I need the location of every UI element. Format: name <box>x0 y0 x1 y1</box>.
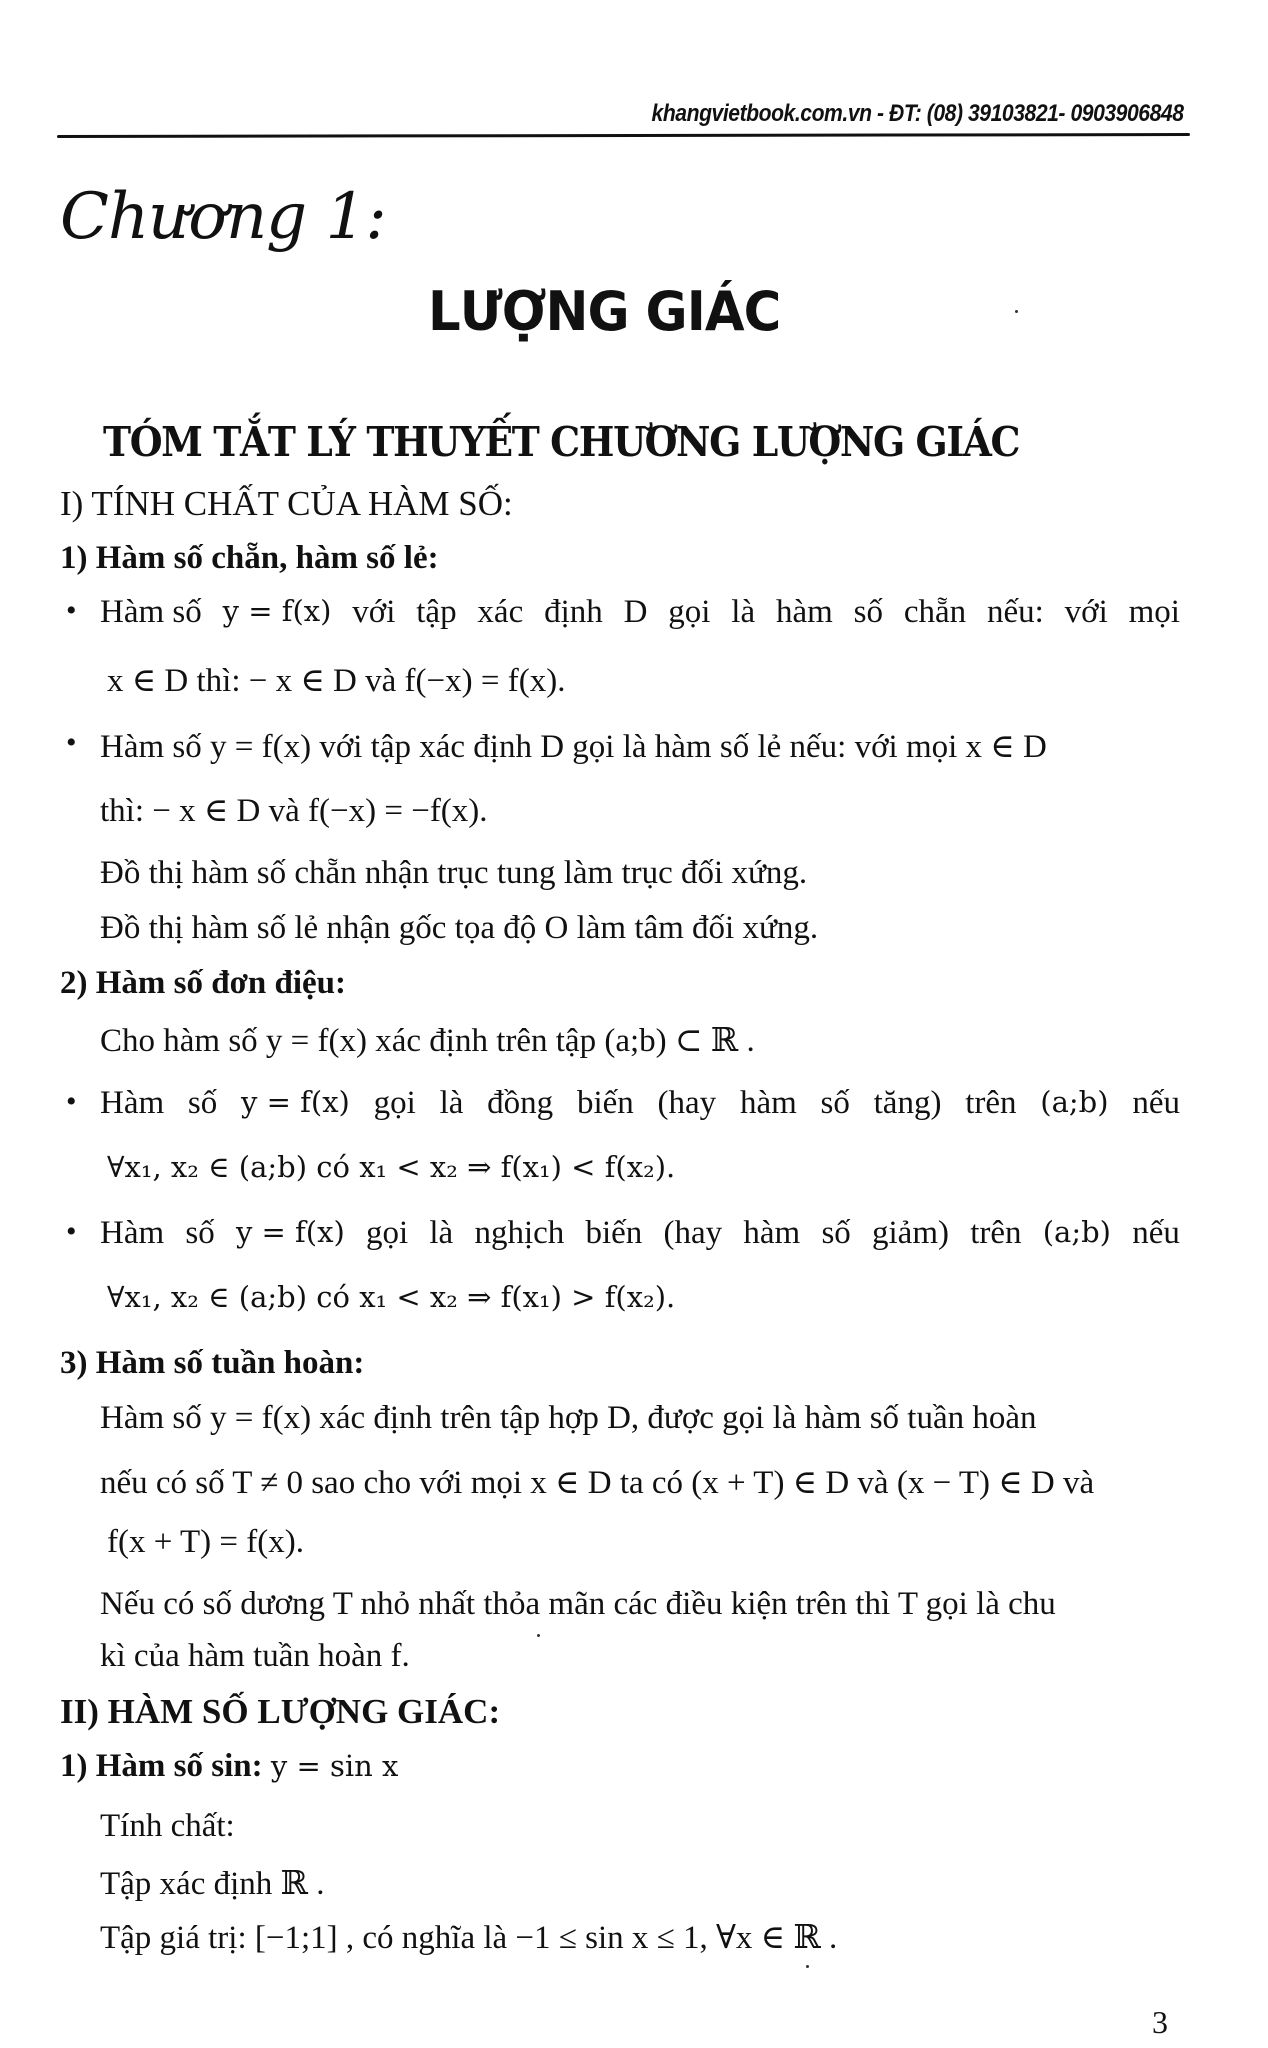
text: số <box>187 1085 218 1121</box>
chapter-label: Chương 1: <box>60 180 386 254</box>
odd-graph-note: Đồ thị hàm số lẻ nhận gốc tọa độ O làm tâm đối xứng. <box>100 910 819 946</box>
period-definition-line1: Nếu có số dương T nhỏ nhất thỏa mãn các điều kiện trên thì T gọi là chu <box>100 1586 1056 1622</box>
scan-speck <box>537 1634 540 1637</box>
sin-heading-label: 1) Hàm số sin: <box>60 1748 263 1784</box>
text: tập <box>416 594 457 630</box>
sin-formula: y = sin x <box>270 1749 399 1783</box>
text: Hàm <box>100 1085 165 1121</box>
increasing-definition-line2: ∀x₁, x₂ ∈ (a;b) có x₁ < x₂ ⇒ f(x₁) < f(x₂). <box>107 1150 676 1184</box>
chapter-title: LƯỢNG GIÁC <box>428 280 781 343</box>
odd-function-definition-line2: thì: − x ∈ D và f(−x) = −f(x). <box>100 793 488 829</box>
even-graph-note: Đồ thị hàm số chẵn nhận trục tung làm trục đối xứng. <box>100 855 808 891</box>
monotonic-intro: Cho hàm số y = f(x) xác định trên tập (a;b) ⊂ ℝ . <box>100 1023 755 1059</box>
sin-properties-label: Tính chất: <box>100 1808 235 1844</box>
text: với <box>352 594 396 630</box>
text: biến <box>576 1085 634 1121</box>
text: số <box>820 1085 850 1121</box>
text: xác <box>477 594 524 630</box>
subsection-heading-monotonic: 2) Hàm số đơn điệu: <box>60 965 346 1001</box>
text: gọi <box>668 594 711 630</box>
text: (hay <box>663 1215 723 1251</box>
periodic-definition-line2: nếu có số T ≠ 0 sao cho với mọi x ∈ D ta có (x + T) ∈ D và (x − T) ∈ D và <box>100 1465 1095 1501</box>
sin-range: Tập giá trị: [−1;1] , có nghĩa là −1 ≤ sin x ≤ 1, ∀x ∈ ℝ . <box>100 1920 838 1956</box>
text: mọi <box>1128 594 1180 630</box>
section-heading-2: II) HÀM SỐ LƯỢNG GIÁC: <box>60 1692 501 1731</box>
bullet-icon: • <box>66 1215 77 1248</box>
formula: y = f(x) <box>241 1085 350 1119</box>
summary-title: TÓM TẮT LÝ THUYẾT CHƯƠNG LƯỢNG GIÁC <box>103 418 1020 466</box>
text: hàm <box>743 1215 801 1251</box>
section-heading-1: I) TÍNH CHẤT CỦA HÀM SỐ: <box>60 484 513 523</box>
text: gọi <box>366 1215 409 1251</box>
scan-speck <box>806 1965 809 1968</box>
subsection-heading-even-odd: 1) Hàm số chẵn, hàm số lẻ: <box>60 540 439 576</box>
text: số <box>821 1215 851 1251</box>
text: tăng) <box>873 1085 942 1121</box>
text: trên <box>965 1085 1017 1121</box>
text: với <box>1064 594 1108 630</box>
text: định <box>544 594 603 630</box>
page-number: 3 <box>1152 2004 1168 2040</box>
text: nếu <box>1132 1215 1180 1251</box>
subsection-heading-periodic: 3) Hàm số tuần hoàn: <box>60 1345 365 1381</box>
even-function-definition-line1 <box>100 594 1180 631</box>
formula: (a;b) <box>1042 1215 1111 1249</box>
subsection-heading-sin <box>60 1748 398 1785</box>
even-function-definition-line2: x ∈ D thì: − x ∈ D và f(−x) = f(x). <box>107 663 566 699</box>
text: Hàm số <box>100 594 202 630</box>
text: D <box>623 594 648 630</box>
text: nếu: <box>986 594 1044 630</box>
header-divider <box>57 133 1190 138</box>
formula: y = f(x) <box>235 1215 345 1249</box>
decreasing-definition-line2: ∀x₁, x₂ ∈ (a;b) có x₁ < x₂ ⇒ f(x₁) > f(x₂). <box>107 1280 676 1314</box>
text: là <box>429 1215 454 1251</box>
bullet-icon: • <box>66 1085 77 1118</box>
text: nghịch <box>474 1215 565 1251</box>
text: hàm <box>775 594 833 630</box>
text: đồng <box>487 1085 554 1121</box>
text: số <box>853 594 883 630</box>
decreasing-definition-line1 <box>100 1215 1180 1252</box>
page-header-contact: khangvietbook.com.vn - ĐT: (08) 39103821- 0903906848 <box>652 100 1184 127</box>
text: nếu <box>1132 1085 1180 1121</box>
odd-function-definition-line1: Hàm số y = f(x) với tập xác định D gọi là hàm số lẻ nếu: với mọi x ∈ D <box>100 729 1047 765</box>
period-definition-line2: kì của hàm tuần hoàn f. <box>100 1638 410 1674</box>
text: hàm <box>739 1085 797 1121</box>
text: chẵn <box>903 594 967 630</box>
periodic-definition-line1: Hàm số y = f(x) xác định trên tập hợp D, được gọi là hàm số tuần hoàn <box>100 1400 1037 1436</box>
formula: (a;b) <box>1040 1085 1109 1119</box>
formula: y = f(x) <box>222 594 332 628</box>
text: Hàm <box>100 1215 165 1251</box>
sin-domain: Tập xác định ℝ . <box>100 1866 325 1902</box>
text: gọi <box>373 1085 416 1121</box>
periodic-definition-line3: f(x + T) = f(x). <box>107 1524 304 1560</box>
scan-speck <box>1015 310 1018 313</box>
text: số <box>185 1215 215 1251</box>
text: là <box>731 594 756 630</box>
text: biến <box>585 1215 643 1251</box>
text: (hay <box>657 1085 717 1121</box>
increasing-definition-line1 <box>100 1085 1180 1122</box>
bullet-icon: • <box>66 594 77 627</box>
text: là <box>439 1085 464 1121</box>
bullet-icon: • <box>66 726 77 759</box>
text: giảm) <box>872 1215 949 1251</box>
text: trên <box>970 1215 1022 1251</box>
